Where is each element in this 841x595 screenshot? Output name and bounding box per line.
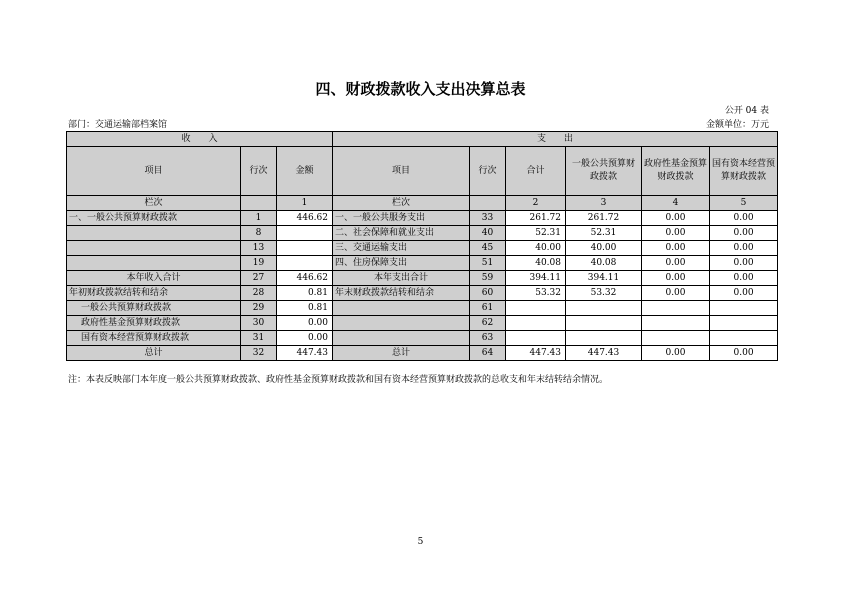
budget-summary-table bbox=[66, 131, 778, 361]
department-label: 部门：交通运输部档案馆 bbox=[68, 120, 168, 130]
table-row: 年初财政拨款结转和结余 28 0.81 年末财政拨款结转和结余 60 53.32 53.32 0.00 0.00 bbox=[67, 286, 778, 301]
col-index-3: 3 bbox=[566, 196, 642, 211]
expense-row-no-header: 行次 bbox=[470, 147, 506, 196]
table-row: 一般公共预算财政拨款 29 0.81 61 bbox=[67, 301, 778, 316]
page-title: 四、财政拨款收入支出决算总表 bbox=[315, 80, 526, 98]
expense-column-label: 栏次 bbox=[333, 196, 470, 211]
section-header-row bbox=[67, 132, 778, 147]
expense-section-header: 支 出 bbox=[333, 132, 778, 147]
col-index-1: 1 bbox=[277, 196, 333, 211]
footnote: 注：本表反映部门本年度一般公共预算财政拨款、政府性基金预算财政拨款和国有资本经营预算财政拨款的总收支和年末结转结余情况。 bbox=[68, 375, 609, 385]
gov-fund-header: 政府性基金预算财政拨款 bbox=[642, 147, 710, 196]
form-code: 公开 04 表 bbox=[724, 106, 769, 116]
expense-item-header: 项目 bbox=[333, 147, 470, 196]
col-index-4: 4 bbox=[642, 196, 710, 211]
table-row: 13 三、交通运输支出 45 40.00 40.00 0.00 0.00 bbox=[67, 241, 778, 256]
page-number: 5 bbox=[417, 537, 424, 547]
income-amount-header: 金额 bbox=[277, 147, 333, 196]
income-item-header: 项目 bbox=[67, 147, 241, 196]
table-row: 8 二、社会保障和就业支出 40 52.31 52.31 0.00 0.00 bbox=[67, 226, 778, 241]
table-row: 一、一般公共预算财政拨款 1 446.62 一、一般公共服务支出 33 261.72 261.72 0.00 0.00 bbox=[67, 211, 778, 226]
table-row: 本年收入合计 27 446.62 本年支出合计 59 394.11 394.11 0.00 0.00 bbox=[67, 271, 778, 286]
table-row: 政府性基金预算财政拨款 30 0.00 62 bbox=[67, 316, 778, 331]
unit-label: 金额单位：万元 bbox=[705, 120, 769, 130]
col-index-5: 5 bbox=[710, 196, 778, 211]
income-row-no-header: 行次 bbox=[241, 147, 277, 196]
general-budget-header: 一般公共预算财政拨款 bbox=[566, 147, 642, 196]
state-capital-header: 国有资本经营预算财政拨款 bbox=[710, 147, 778, 196]
column-index-row bbox=[67, 196, 778, 211]
table-row: 国有资本经营预算财政拨款 31 0.00 63 bbox=[67, 331, 778, 346]
income-column-label: 栏次 bbox=[67, 196, 241, 211]
col-index-2: 2 bbox=[506, 196, 566, 211]
total-header: 合计 bbox=[506, 147, 566, 196]
table-row: 19 四、住房保障支出 51 40.08 40.08 0.00 0.00 bbox=[67, 256, 778, 271]
income-section-header: 收 入 bbox=[67, 132, 333, 147]
column-header-row bbox=[67, 147, 778, 196]
grand-total-row: 总计 32 447.43 总计 64 447.43 447.43 0.00 0.00 bbox=[67, 346, 778, 361]
